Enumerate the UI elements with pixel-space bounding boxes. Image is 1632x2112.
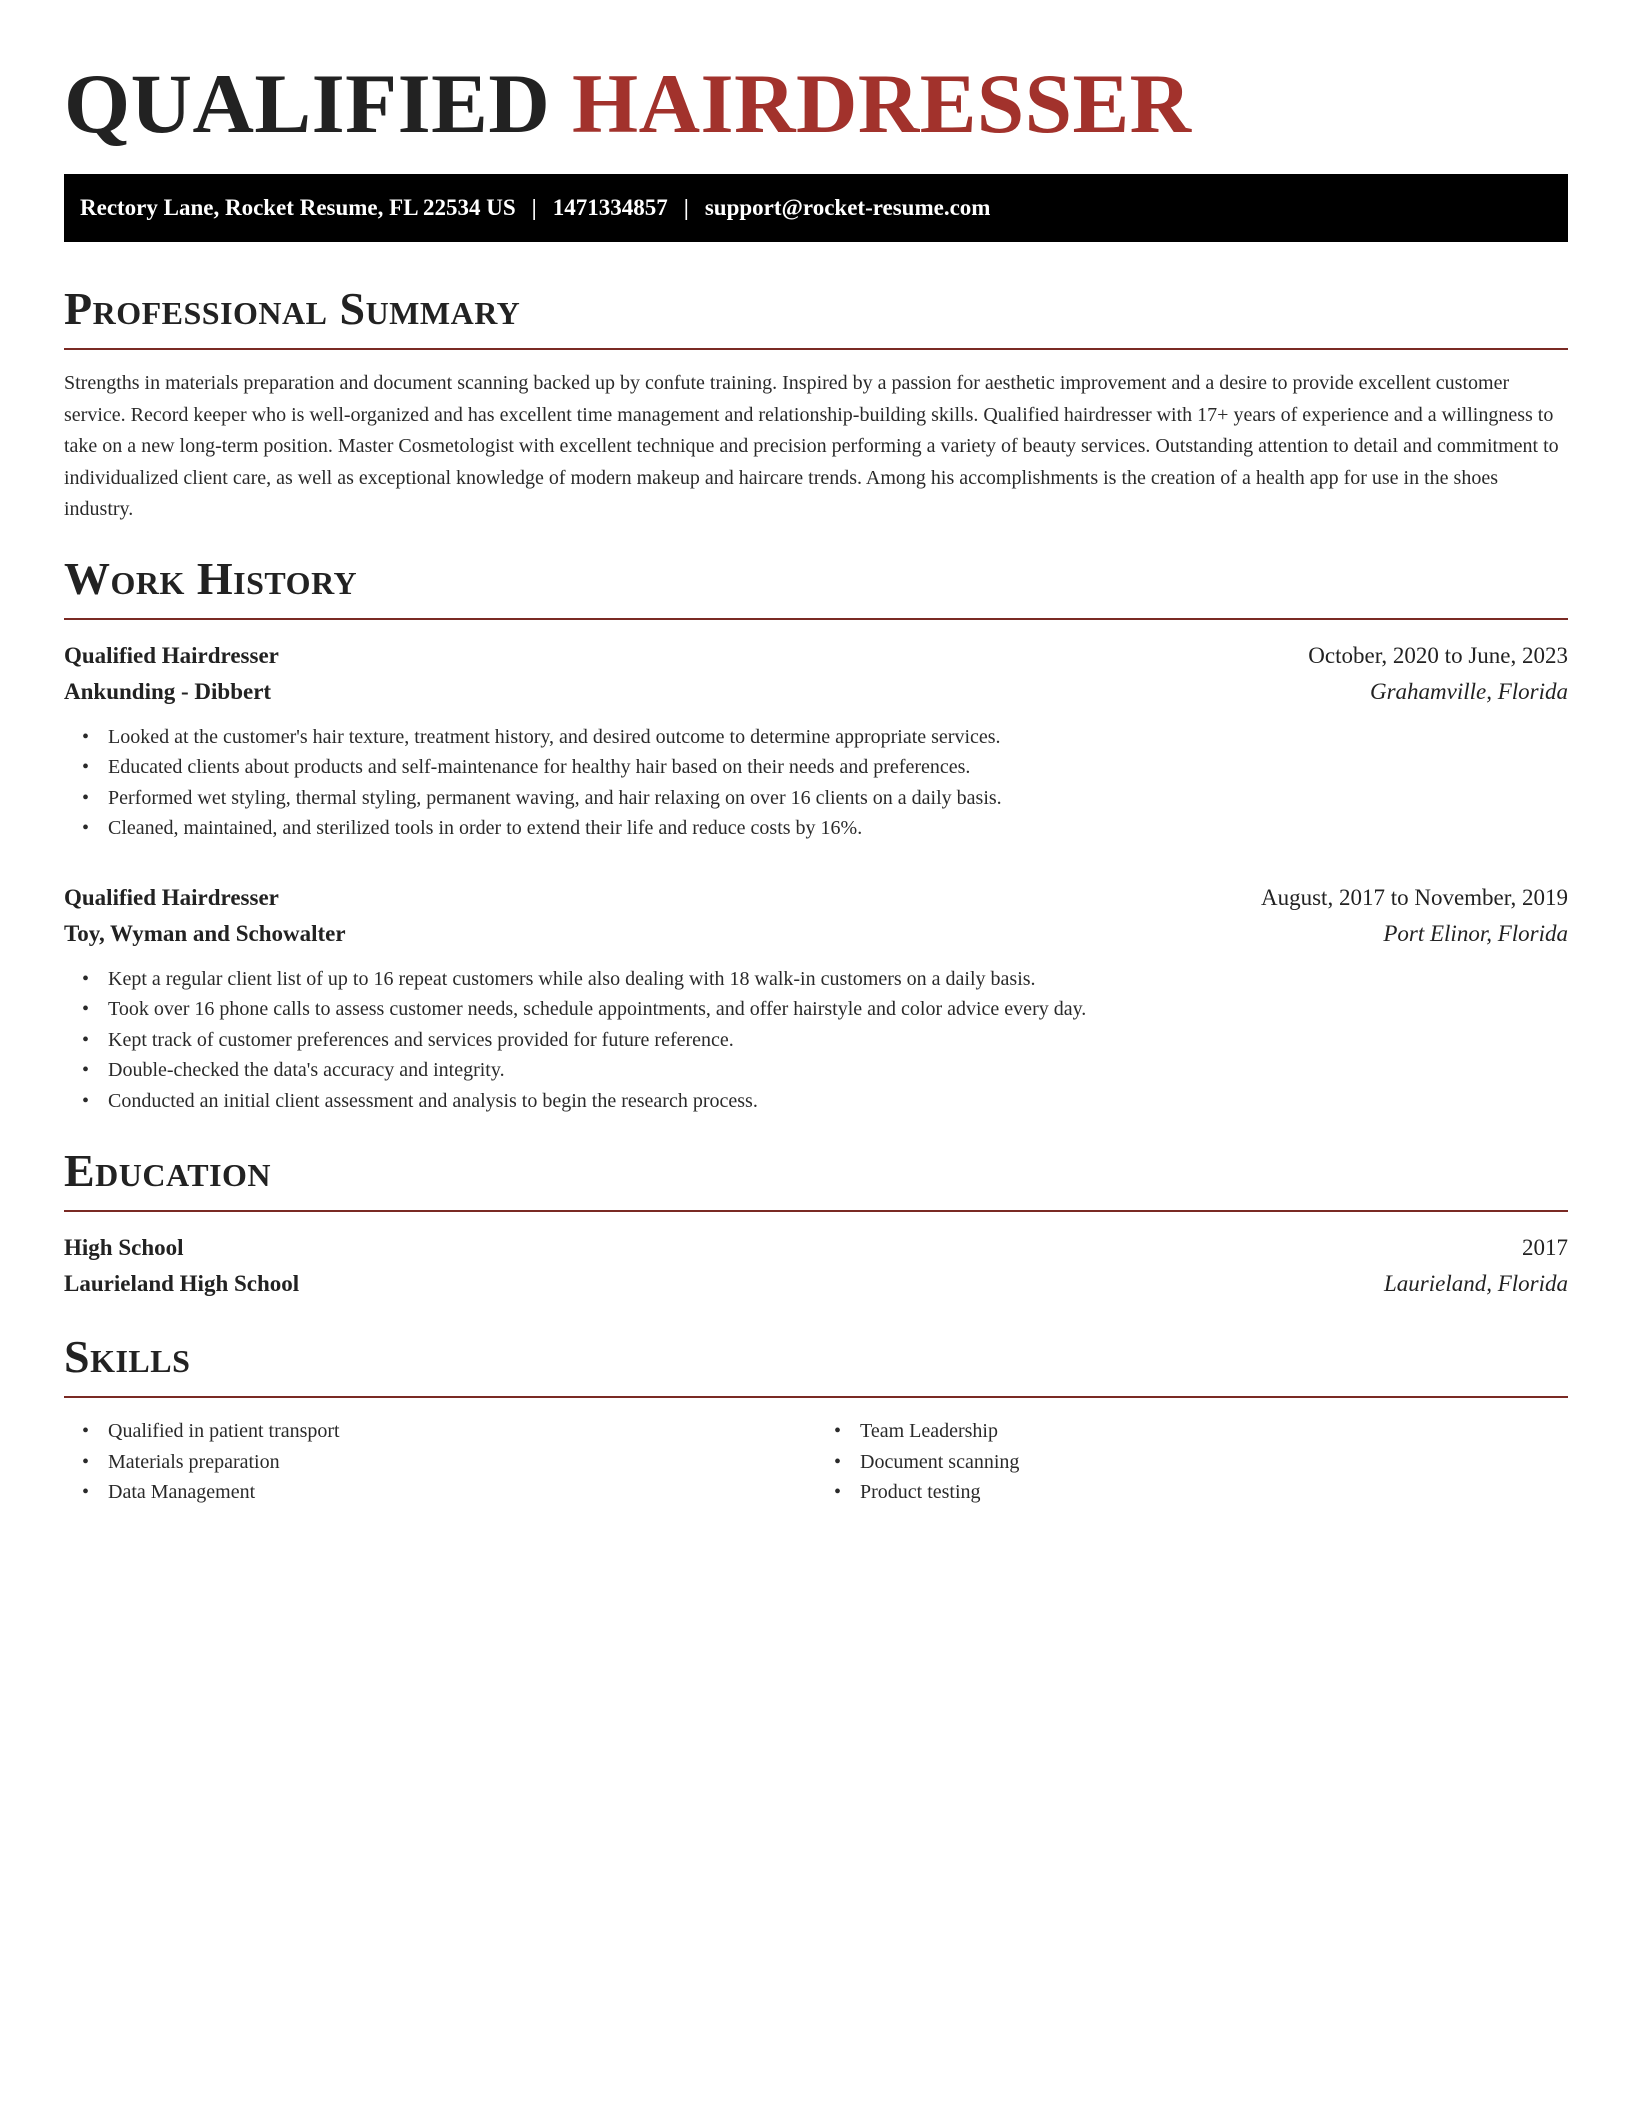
skills-grid (64, 1416, 1568, 1508)
work-history-heading: Work History (64, 552, 358, 604)
title-part-1: QUALIFIED (64, 57, 551, 151)
job-duty: • Conducted an initial client assessment and analysis to begin the research process. (108, 1086, 1568, 1117)
skills-list (816, 1416, 1568, 1508)
education-entry (64, 1230, 1568, 1302)
skill-item: • Product testing (860, 1477, 1568, 1508)
job-entry (64, 880, 1568, 1117)
section-divider (64, 348, 1568, 350)
job-role: Qualified Hairdresser (64, 884, 279, 910)
job-duty: • Performed wet styling, thermal styling, permanent waving, and hair relaxing on over 16 clients on a daily basis. (108, 783, 1568, 814)
skills-section (64, 1332, 1568, 1508)
skills-list (64, 1416, 816, 1508)
job-duty: • Double-checked the data's accuracy and integrity. (108, 1055, 1568, 1086)
job-company-row (64, 916, 1568, 952)
job-role: Qualified Hairdresser (64, 642, 279, 668)
contact-bar (64, 174, 1568, 242)
skill-item: • Qualified in patient transport (108, 1416, 816, 1447)
skill-item: • Team Leadership (860, 1416, 1568, 1447)
job-duty: • Looked at the customer's hair texture, treatment history, and desired outcome to determine appropriate services. (108, 722, 1568, 753)
contact-separator: | (531, 195, 537, 220)
education-location: Laurieland, Florida (1383, 1271, 1568, 1296)
skill-item: • Document scanning (860, 1447, 1568, 1478)
summary-section (64, 284, 1568, 526)
title-part-2: HAIRDRESSER (572, 57, 1192, 151)
summary-heading: Professional Summary (64, 283, 521, 334)
education-section (64, 1146, 1568, 1302)
job-location: Grahamville, Florida (1369, 678, 1568, 704)
skills-heading: Skills (64, 1331, 191, 1382)
job-company: Toy, Wyman and Schowalter (64, 920, 346, 946)
job-duty: • Kept track of customer preferences and services provided for future reference. (108, 1025, 1568, 1056)
contact-address: Rectory Lane, Rocket Resume, FL 22534 US (80, 195, 516, 220)
job-header-row (64, 880, 1568, 916)
job-header-row (64, 638, 1568, 674)
job-duties-list (64, 722, 1568, 844)
job-location: Port Elinor, Florida (1383, 920, 1568, 946)
contact-email: support@rocket-resume.com (704, 195, 991, 220)
job-duty: • Took over 16 phone calls to assess customer needs, schedule appointments, and offer hairstyle and color advice every day. (108, 994, 1568, 1025)
job-dates: October, 2020 to June, 2023 (1308, 642, 1568, 668)
education-degree-row (64, 1230, 1568, 1266)
skills-column-right (816, 1416, 1568, 1508)
skill-item: • Data Management (108, 1477, 816, 1508)
work-history-section (64, 554, 1568, 1117)
skills-column-left (64, 1416, 816, 1508)
job-duty: • Cleaned, maintained, and sterilized tools in order to extend their life and reduce costs by 16%. (108, 813, 1568, 844)
section-divider (64, 1396, 1568, 1398)
education-heading: Education (64, 1145, 272, 1196)
job-company: Ankunding - Dibbert (64, 678, 272, 704)
job-company-row (64, 674, 1568, 710)
education-school: Laurieland High School (64, 1271, 300, 1296)
contact-separator: | (683, 195, 689, 220)
contact-phone: 1471334857 (552, 195, 668, 220)
job-dates: August, 2017 to November, 2019 (1261, 884, 1568, 910)
job-duties-list (64, 964, 1568, 1117)
summary-text: Strengths in materials preparation and document scanning backed up by confute training. Inspired by a passion for aesthetic improvement and a desire to provide excellent customer service. Record keeper who is well-organized and has excellent time management and relationship-building skills. Qualified hairdresser with 17+ years of experience and a willingness to take on a new long-term position. Master Cosmetologist with excellent technique and precision performing a variety of beauty services. Outstanding attention to detail and commitment to individualized client care, as well as exceptional knowledge of modern makeup and haircare trends. Among his accomplishments is the creation of a health app for use in the shoes industry. (64, 372, 1559, 520)
job-entry (64, 638, 1568, 844)
skill-item: • Materials preparation (108, 1447, 816, 1478)
resume-title (64, 56, 1568, 152)
education-school-row (64, 1266, 1568, 1302)
education-year: 2017 (1522, 1235, 1568, 1260)
section-divider (64, 1210, 1568, 1212)
education-degree: High School (64, 1235, 184, 1260)
job-duty: • Educated clients about products and self-maintenance for healthy hair based on their needs and preferences. (108, 752, 1568, 783)
section-divider (64, 618, 1568, 620)
job-duty: • Kept a regular client list of up to 16 repeat customers while also dealing with 18 walk-in customers on a daily basis. (108, 964, 1568, 995)
